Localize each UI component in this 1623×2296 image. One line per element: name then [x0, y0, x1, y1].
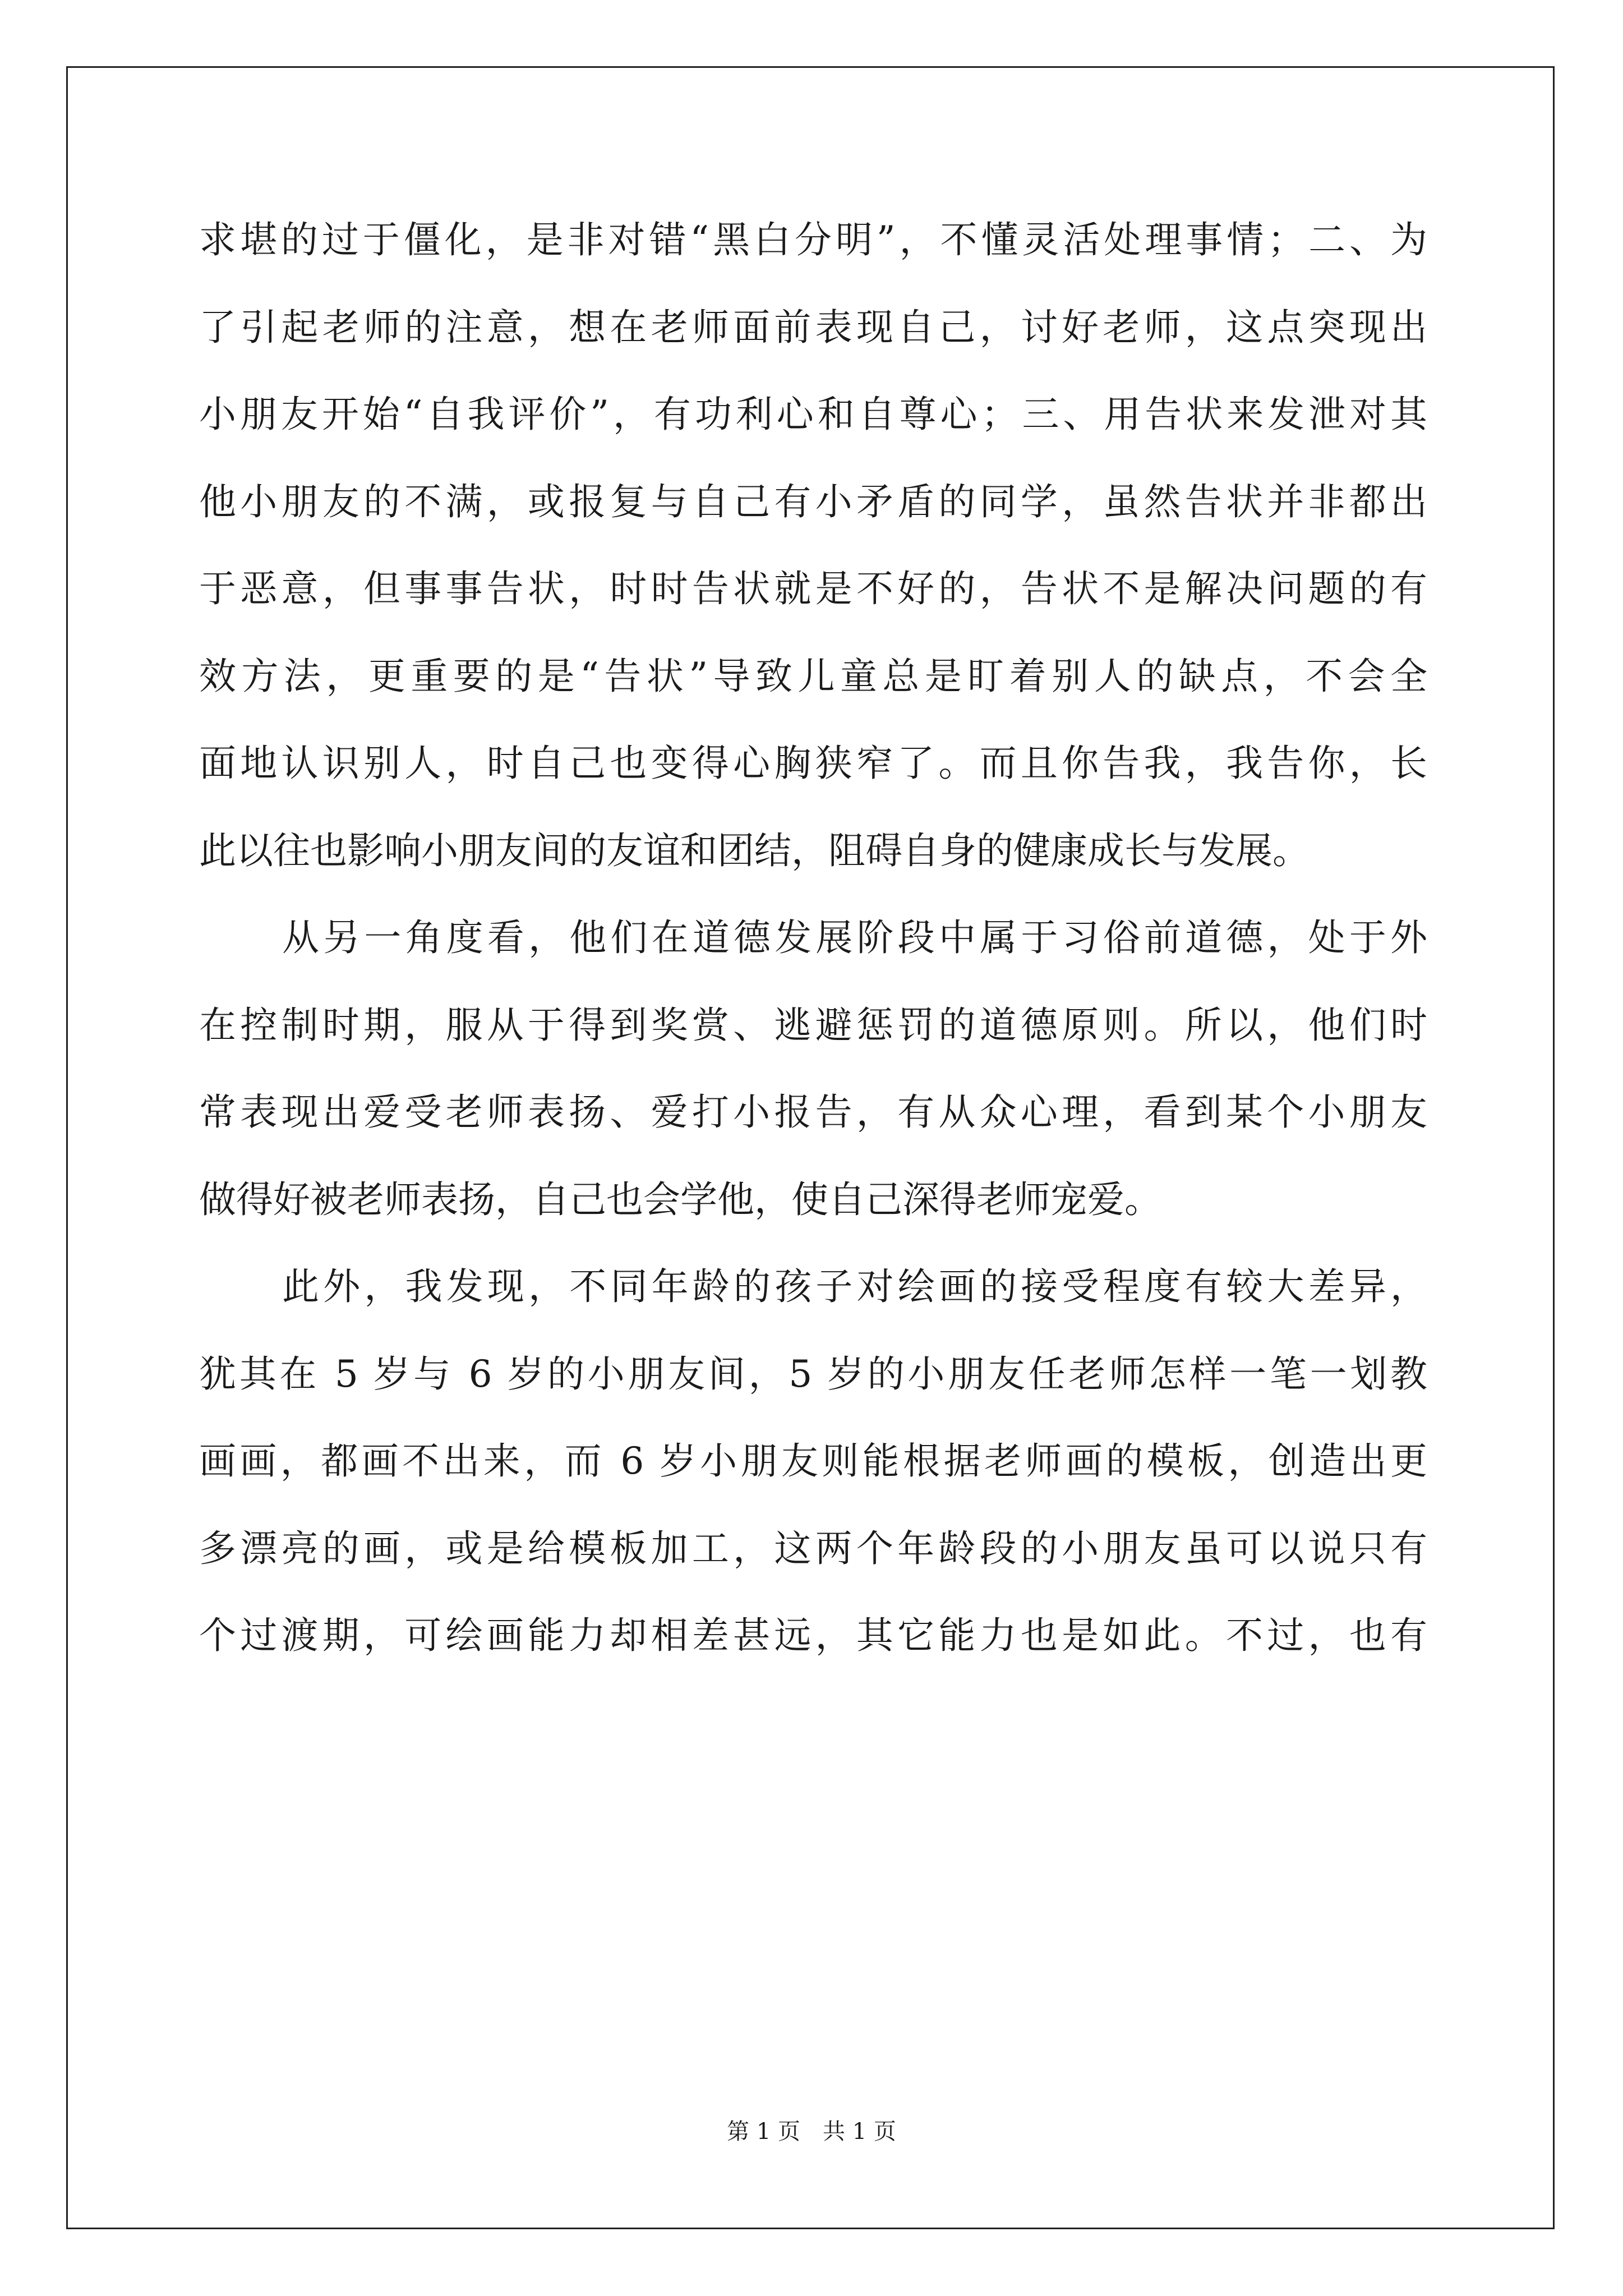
text-line: 从另一角度看，他们在道德发展阶段中属于习俗前道德，处于外	[282, 916, 1427, 959]
text-line: 此外，我发现，不同年龄的孩子对绘画的接受程度有较大差异，	[282, 1265, 1427, 1308]
text-line: 于恶意，但事事告状，时时告状就是不好的，告状不是解决问题的有	[199, 567, 1427, 610]
text-line: 画画，都画不出来，而 6 岁小朋友则能根据老师画的模板，创造出更	[199, 1439, 1427, 1483]
text-line: 此以往也影响小朋友间的友谊和团结，阻碍自身的健康成长与发展。	[199, 829, 1310, 872]
text-line: 做得好被老师表扬，自己也会学他，使自己深得老师宠爱。	[199, 1177, 1161, 1221]
paragraph	[199, 196, 1427, 894]
page-footer: 第 1 页 共 1 页	[727, 2119, 896, 2145]
paragraph	[199, 894, 1427, 1243]
paragraph	[199, 1243, 1427, 1680]
text-line: 个过渡期，可绘画能力却相差甚远，其它能力也是如此。不过，也有	[199, 1614, 1427, 1657]
text-line: 他小朋友的不满，或报复与自己有小矛盾的同学，虽然告状并非都出	[199, 480, 1427, 523]
text-line: 效方法，更重要的是“告状”导致儿童总是盯着别人的缺点，不会全	[199, 654, 1427, 698]
text-line: 面地认识别人，时自己也变得心胸狭窄了。而且你告我，我告你，长	[199, 742, 1427, 785]
text-line: 求堪的过于僵化，是非对错“黑白分明”，不懂灵活处理事情；二、为	[199, 218, 1427, 261]
text-line: 小朋友开始“自我评价”，有功利心和自尊心；三、用告状来发泄对其	[199, 393, 1427, 436]
text-line: 犹其在 5 岁与 6 岁的小朋友间，5 岁的小朋友任老师怎样一笔一划教	[199, 1352, 1427, 1396]
text-line: 常表现出爱受老师表扬、爱打小报告，有从众心理，看到某个小朋友	[199, 1091, 1427, 1134]
text-line: 多漂亮的画，或是给模板加工，这两个年龄段的小朋友虽可以说只有	[199, 1526, 1427, 1570]
text-line: 了引起老师的注意，想在老师面前表现自己，讨好老师，这点突现出	[199, 305, 1427, 349]
document-body	[199, 196, 1427, 1680]
text-line: 在控制时期，服从于得到奖赏、逃避惩罚的道德原则。所以，他们时	[199, 1003, 1427, 1047]
